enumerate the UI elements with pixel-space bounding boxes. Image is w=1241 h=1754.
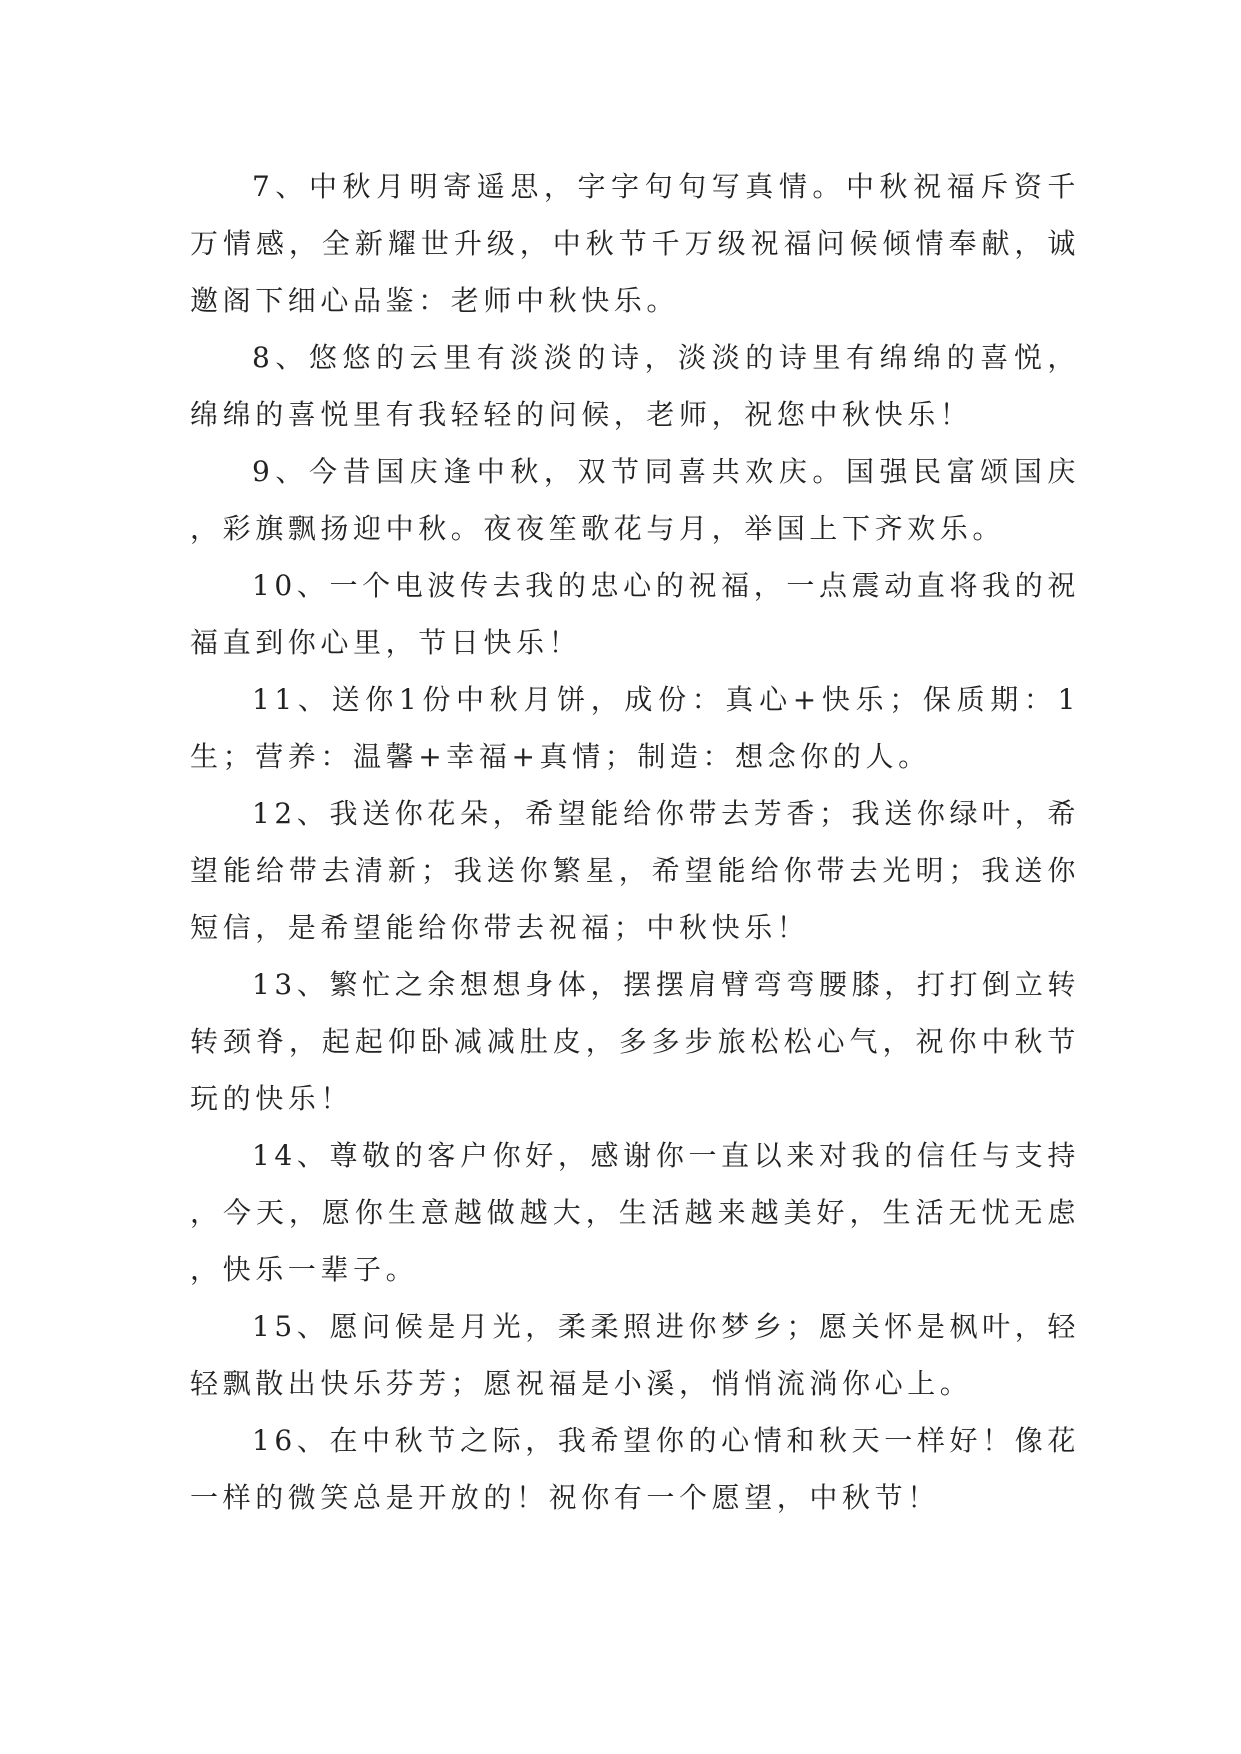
document-body [190,158,1080,1526]
greeting-paragraph-16: 16、在中秋节之际，我希望你的心情和秋天一样好！像花一样的微笑总是开放的！祝你有一个愿望，中秋节！ [190,1424,1080,1514]
greeting-paragraph-9: 9、今昔国庆逢中秋，双节同喜共欢庆。国强民富颂国庆，彩旗飘扬迎中秋。夜夜笙歌花与月，举国上下齐欢乐。 [190,455,1080,545]
greeting-paragraph-7: 7、中秋月明寄遥思，字字句句写真情。中秋祝福斥资千万情感，全新耀世升级，中秋节千万级祝福问候倾情奉献，诚邀阁下细心品鉴：老师中秋快乐。 [190,170,1080,317]
greeting-paragraph-15: 15、愿问候是月光，柔柔照进你梦乡；愿关怀是枫叶，轻轻飘散出快乐芬芳；愿祝福是小溪，悄悄流淌你心上。 [190,1310,1080,1400]
greeting-paragraph-8: 8、悠悠的云里有淡淡的诗，淡淡的诗里有绵绵的喜悦，绵绵的喜悦里有我轻轻的问候，老师，祝您中秋快乐！ [190,341,1080,431]
greeting-paragraph-13: 13、繁忙之余想想身体，摆摆肩臂弯弯腰膝，打打倒立转转颈脊，起起仰卧减减肚皮，多多步旅松松心气，祝你中秋节玩的快乐！ [190,968,1080,1115]
greeting-paragraph-10: 10、一个电波传去我的忠心的祝福，一点震动直将我的祝福直到你心里，节日快乐！ [190,569,1080,659]
greeting-paragraph-11: 11、送你1份中秋月饼，成份：真心+快乐；保质期：1生；营养：温馨+幸福+真情；制造：想念你的人。 [190,683,1080,773]
greeting-paragraph-12: 12、我送你花朵，希望能给你带去芳香；我送你绿叶，希望能给带去清新；我送你繁星，希望能给你带去光明；我送你短信，是希望能给你带去祝福；中秋快乐！ [190,797,1080,944]
greeting-paragraph-14: 14、尊敬的客户你好，感谢你一直以来对我的信任与支持，今天，愿你生意越做越大，生活越来越美好，生活无忧无虑，快乐一辈子。 [190,1139,1080,1286]
